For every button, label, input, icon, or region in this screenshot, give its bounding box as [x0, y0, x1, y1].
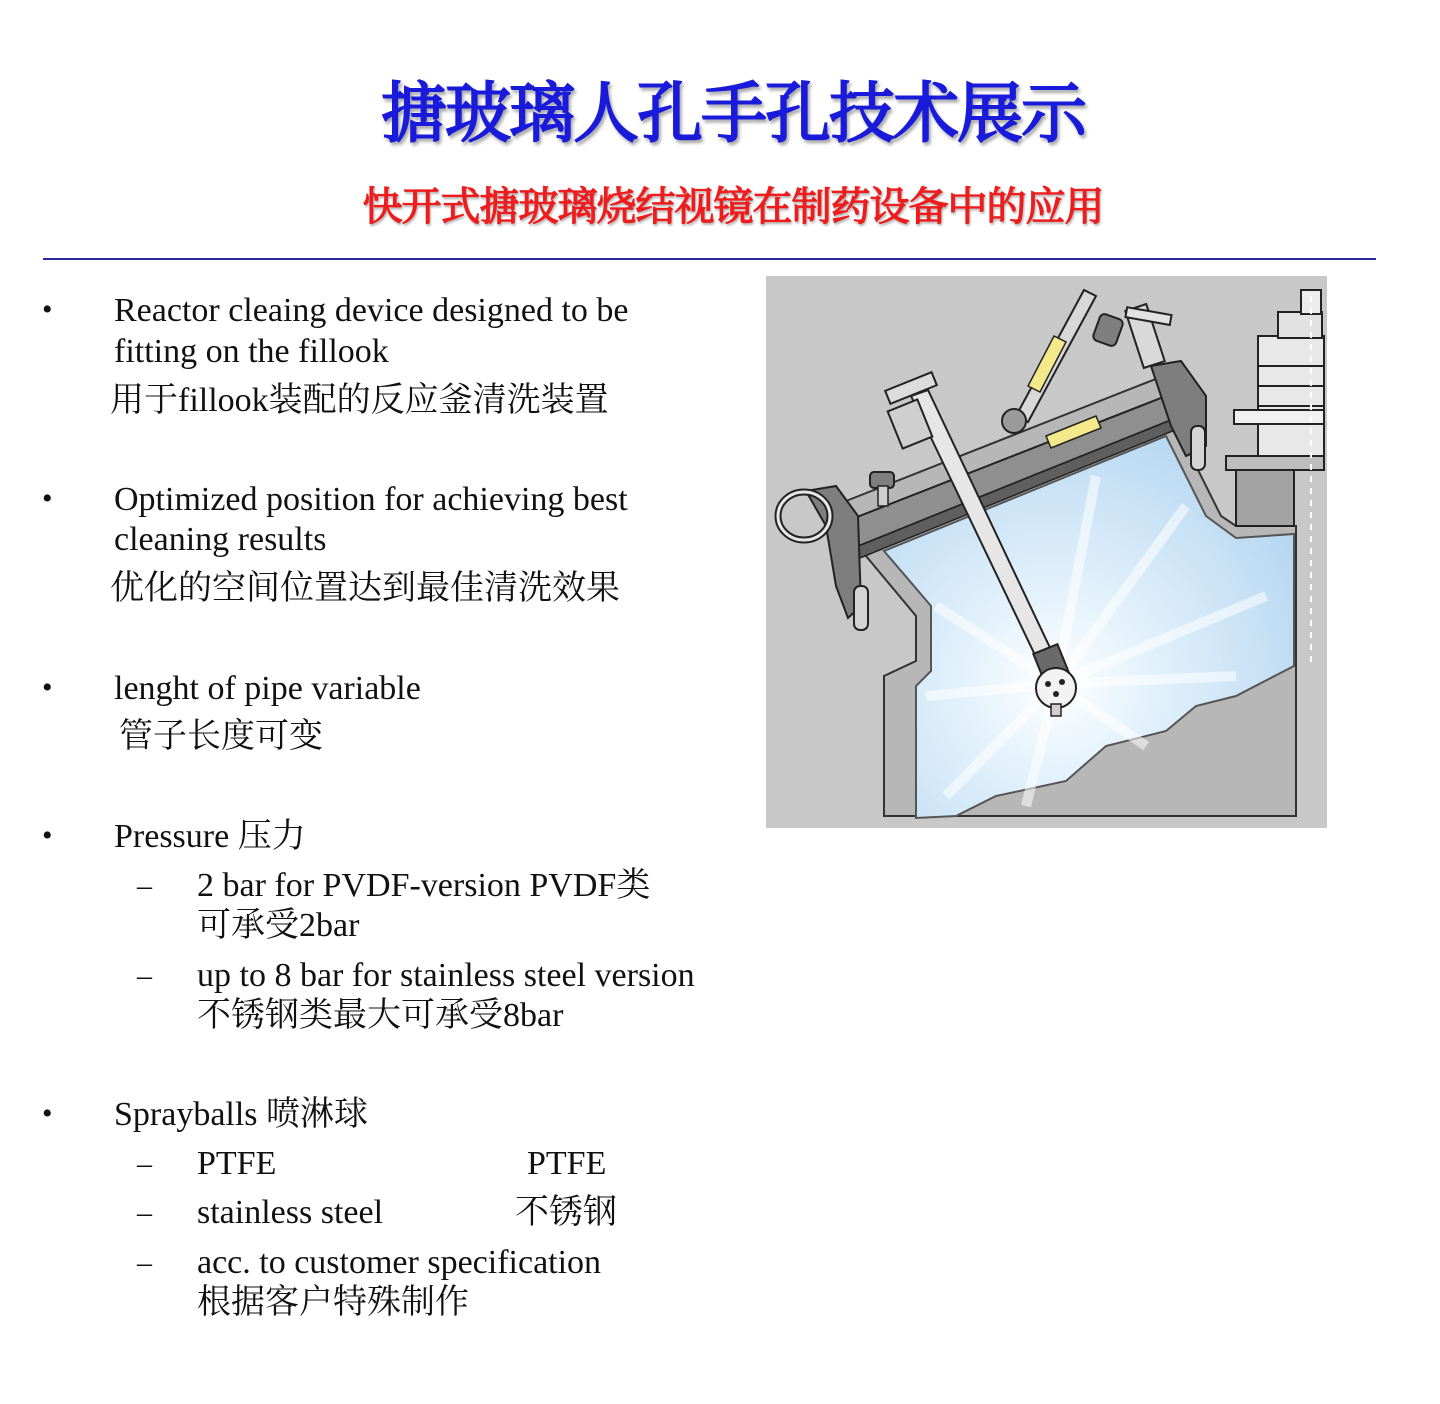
bullet-4-sub-2-line2: 不锈钢类最大可承受8bar: [197, 997, 564, 1034]
bullet-5-sub-3-line2: 根据客户特殊制作: [197, 1284, 469, 1321]
bullet-2-en-line2: cleaning results: [114, 521, 327, 558]
sub-bullet-marker: –: [137, 1196, 152, 1229]
sub-bullet-marker: –: [137, 1246, 152, 1279]
bullet-2-cn: 优化的空间位置达到最佳清洗效果: [110, 570, 620, 607]
reactor-cleaning-diagram: [766, 276, 1327, 828]
bullet-4-en-line1: Pressure 压力: [114, 818, 306, 855]
bullet-2-en-line1: Optimized position for achieving best: [114, 481, 628, 518]
bullet-5-sub-2-en: stainless steel: [197, 1194, 384, 1231]
bullet-5-sub-1-cn: PTFE: [527, 1145, 607, 1182]
bullet-1-en-line1: Reactor cleaing device designed to be: [114, 292, 629, 329]
bullet-5-sub-2-cn: 不锈钢: [515, 1194, 617, 1231]
bullet-marker: •: [42, 1097, 53, 1130]
page-title: 搪玻璃人孔手孔技术展示: [381, 75, 1085, 152]
bullet-5-en-line1: Sprayballs 喷淋球: [114, 1096, 369, 1133]
bullet-4-sub-1-line1: 2 bar for PVDF-version PVDF类: [197, 867, 651, 904]
page-subtitle: 快开式搪玻璃烧结视镜在制药设备中的应用: [362, 184, 1104, 230]
sub-bullet-marker: –: [137, 869, 152, 902]
bullet-3-cn: 管子长度可变: [119, 718, 323, 755]
bullet-1-en-line2: fitting on the fillook: [114, 333, 389, 370]
bullet-3-en-line1: lenght of pipe variable: [114, 670, 421, 707]
sub-bullet-marker: –: [137, 959, 152, 992]
bullet-5-sub-3-line1: acc. to customer specification: [197, 1244, 602, 1281]
bullet-4-sub-1-line2: 可承受2bar: [197, 907, 360, 944]
sub-bullet-marker: –: [137, 1147, 152, 1180]
bullet-1-cn: 用于fillook装配的反应釜清洗装置: [110, 382, 609, 419]
bullet-marker: •: [42, 671, 53, 704]
bullet-marker: •: [42, 293, 53, 326]
bullet-marker: •: [42, 819, 53, 852]
bullet-4-sub-2-line1: up to 8 bar for stainless steel version: [197, 957, 695, 994]
bullet-5-sub-1-en: PTFE: [197, 1145, 277, 1182]
bullet-marker: •: [42, 482, 53, 515]
